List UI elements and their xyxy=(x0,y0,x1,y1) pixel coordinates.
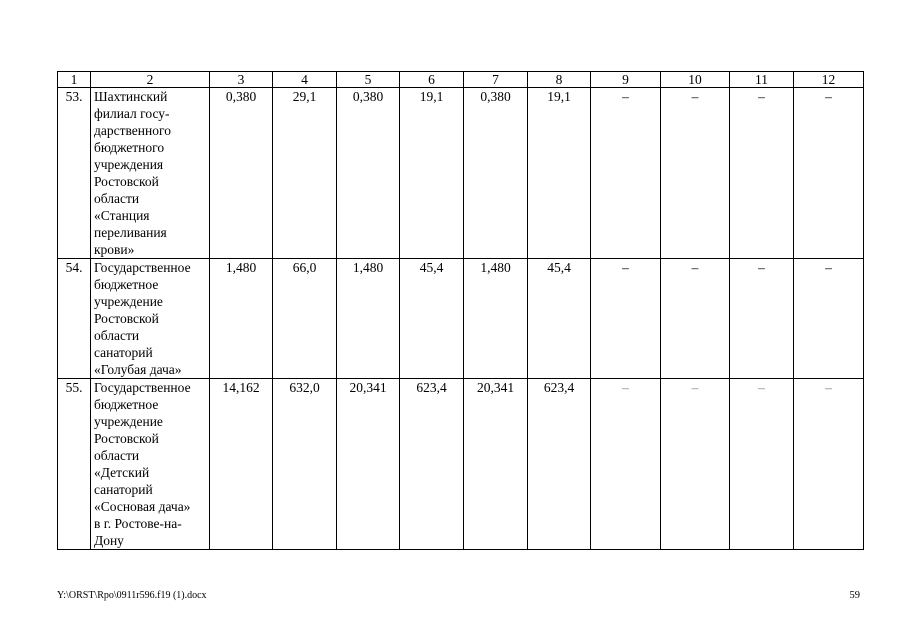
value-cell: 1,480 xyxy=(337,259,400,379)
name-line: санаторий xyxy=(94,345,153,360)
name-line: области xyxy=(94,328,140,343)
value-cell: 19,1 xyxy=(400,88,464,259)
name-line: в г. Ростове-на- xyxy=(94,516,182,531)
name-line: «Голубая дача» xyxy=(94,362,182,377)
value-cell: 0,380 xyxy=(337,88,400,259)
value-cell: 29,1 xyxy=(273,88,337,259)
name-line: Ростовской xyxy=(94,431,159,446)
table-header-row xyxy=(58,72,864,88)
name-line: бюджетное xyxy=(94,397,159,412)
name-line: бюджетное xyxy=(94,277,159,292)
name-line: учреждение xyxy=(94,294,163,309)
institution-name xyxy=(91,88,210,259)
name-line: филиал госу- xyxy=(94,106,170,121)
value-cell: 1,480 xyxy=(210,259,273,379)
institution-name xyxy=(91,379,210,550)
name-line: «Детский xyxy=(94,465,150,480)
value-cell: 0,380 xyxy=(464,88,528,259)
name-line: крови» xyxy=(94,242,135,257)
name-line: учреждения xyxy=(94,157,164,172)
name-line: «Станция xyxy=(94,208,150,223)
header-cell: 1 xyxy=(58,72,91,88)
header-cell: 6 xyxy=(400,72,464,88)
budget-table xyxy=(57,71,864,550)
row-number: 53. xyxy=(58,88,91,259)
value-cell: 19,1 xyxy=(528,88,591,259)
table-row xyxy=(58,88,864,259)
institution-name xyxy=(91,259,210,379)
value-cell: – xyxy=(591,259,661,379)
name-line: Дону xyxy=(94,533,124,548)
header-cell: 5 xyxy=(337,72,400,88)
name-line: Ростовской xyxy=(94,311,159,326)
header-cell: 7 xyxy=(464,72,528,88)
table-row xyxy=(58,259,864,379)
document-file-path: Y:\ORST\Rpo\0911r596.f19 (1).docx xyxy=(57,590,207,601)
value-cell: 632,0 xyxy=(273,379,337,550)
value-cell: – xyxy=(591,379,661,550)
value-cell: – xyxy=(730,379,794,550)
header-cell: 3 xyxy=(210,72,273,88)
value-cell: – xyxy=(794,259,864,379)
value-cell: 66,0 xyxy=(273,259,337,379)
header-cell: 12 xyxy=(794,72,864,88)
row-number: 54. xyxy=(58,259,91,379)
value-cell: – xyxy=(661,379,730,550)
value-cell: – xyxy=(661,88,730,259)
header-cell: 10 xyxy=(661,72,730,88)
name-line: Государственное xyxy=(94,260,191,275)
header-cell: 9 xyxy=(591,72,661,88)
header-cell: 4 xyxy=(273,72,337,88)
value-cell: 20,341 xyxy=(337,379,400,550)
value-cell: – xyxy=(661,259,730,379)
value-cell: – xyxy=(730,259,794,379)
name-line: переливания xyxy=(94,225,167,240)
name-line: Шахтинский xyxy=(94,89,168,104)
value-cell: – xyxy=(591,88,661,259)
value-cell: 623,4 xyxy=(400,379,464,550)
name-line: санаторий xyxy=(94,482,153,497)
value-cell: – xyxy=(794,88,864,259)
table-row xyxy=(58,379,864,550)
value-cell: – xyxy=(730,88,794,259)
value-cell: 1,480 xyxy=(464,259,528,379)
name-line: Ростовской xyxy=(94,174,159,189)
value-cell: 0,380 xyxy=(210,88,273,259)
value-cell: 20,341 xyxy=(464,379,528,550)
name-line: «Сосновая дача» xyxy=(94,499,191,514)
value-cell: 45,4 xyxy=(400,259,464,379)
header-cell: 2 xyxy=(91,72,210,88)
header-cell: 11 xyxy=(730,72,794,88)
value-cell: 14,162 xyxy=(210,379,273,550)
name-line: Государственное xyxy=(94,380,191,395)
name-line: области xyxy=(94,191,140,206)
header-cell: 8 xyxy=(528,72,591,88)
name-line: учреждение xyxy=(94,414,163,429)
value-cell: – xyxy=(794,379,864,550)
row-number: 55. xyxy=(58,379,91,550)
name-line: области xyxy=(94,448,140,463)
value-cell: 623,4 xyxy=(528,379,591,550)
name-line: дарственного xyxy=(94,123,171,138)
value-cell: 45,4 xyxy=(528,259,591,379)
name-line: бюджетного xyxy=(94,140,165,155)
page-number: 59 xyxy=(849,590,860,601)
